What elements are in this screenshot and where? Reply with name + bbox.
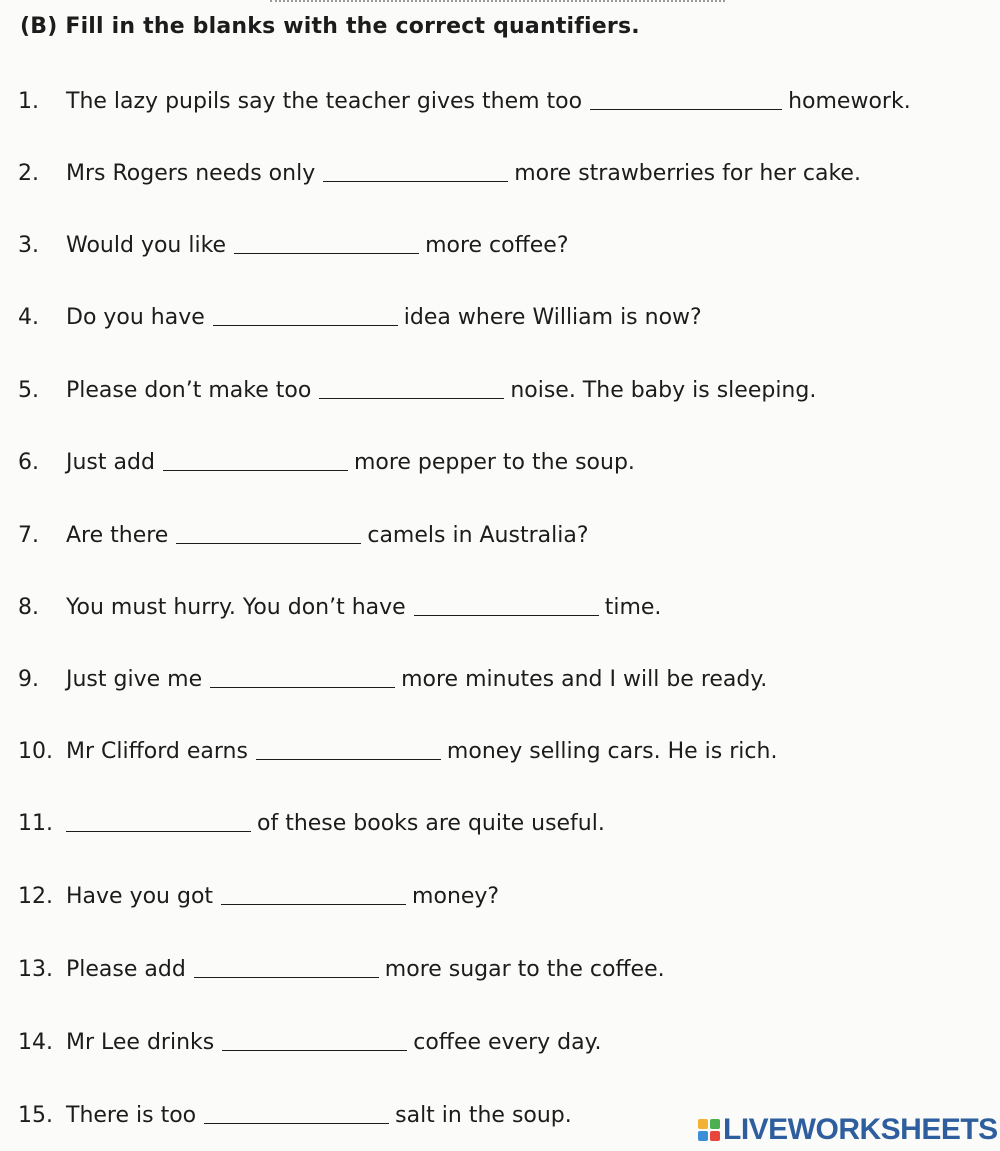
question-text-after: time. (604, 595, 662, 620)
question-text-after: more strawberries for her cake. (514, 161, 861, 186)
question-text-before: Are there (66, 523, 169, 548)
question-number: 7. (18, 523, 39, 548)
question-text-after: more coffee? (425, 233, 569, 258)
question-10 (18, 732, 777, 772)
mark-square-2 (710, 1119, 720, 1129)
question-text-after: salt in the soup. (395, 1103, 572, 1128)
question-text-after: more pepper to the soup. (353, 450, 635, 475)
answer-blank-13[interactable] (194, 955, 379, 978)
mark-square-1 (698, 1119, 708, 1129)
liveworksheets-mark-icon (698, 1119, 720, 1141)
question-number: 14. (18, 1030, 53, 1055)
question-number: 15. (18, 1103, 53, 1128)
question-text-before: Do you have (66, 305, 205, 330)
question-text-after: camels in Australia? (367, 523, 589, 548)
question-text-after: money selling cars. He is rich. (446, 739, 778, 764)
question-text-before: Just give me (66, 667, 203, 692)
question-text-before: Please add (66, 957, 186, 982)
question-text-after: more minutes and I will be ready. (401, 667, 768, 692)
answer-blank-1[interactable] (590, 87, 782, 110)
question-7 (18, 516, 589, 556)
question-2 (18, 154, 861, 194)
answer-blank-2[interactable] (323, 159, 508, 182)
question-number: 11. (18, 811, 53, 836)
question-4 (18, 298, 702, 338)
answer-blank-3[interactable] (234, 231, 419, 254)
question-3 (18, 226, 569, 266)
question-8 (18, 588, 661, 628)
question-text-before: The lazy pupils say the teacher gives them too (66, 89, 583, 114)
mark-square-4 (710, 1131, 720, 1141)
liveworksheets-logo[interactable] (698, 1112, 998, 1148)
question-text-before: Mrs Rogers needs only (66, 161, 316, 186)
question-number: 9. (18, 667, 39, 692)
question-text-before: Just add (66, 450, 155, 475)
question-text-after: money? (412, 884, 500, 909)
answer-blank-5[interactable] (319, 376, 504, 399)
question-number: 5. (18, 378, 39, 403)
question-number: 13. (18, 957, 53, 982)
question-text-after: homework. (788, 89, 911, 114)
logo-text: LIVEWORKSHEETS (723, 1113, 998, 1146)
question-1 (18, 82, 911, 122)
top-dotted-rule (270, 0, 725, 4)
question-text-after: of these books are quite useful. (257, 811, 605, 836)
answer-blank-8[interactable] (414, 593, 599, 616)
question-number: 3. (18, 233, 39, 258)
question-text-before: Please don’t make too (66, 378, 312, 403)
question-5 (18, 371, 816, 411)
answer-blank-6[interactable] (163, 448, 348, 471)
answer-blank-12[interactable] (221, 882, 406, 905)
question-number: 2. (18, 161, 39, 186)
question-13 (18, 950, 665, 990)
answer-blank-9[interactable] (210, 665, 395, 688)
question-text-after: noise. The baby is sleeping. (510, 378, 817, 403)
answer-blank-7[interactable] (176, 521, 361, 544)
question-text-before: Have you got (66, 884, 214, 909)
question-number: 6. (18, 450, 39, 475)
question-number: 4. (18, 305, 39, 330)
question-number: 8. (18, 595, 39, 620)
question-text-before: There is too (66, 1103, 197, 1128)
question-12 (18, 877, 499, 917)
question-text-after: more sugar to the coffee. (384, 957, 665, 982)
question-text-after: coffee every day. (413, 1030, 602, 1055)
answer-blank-15[interactable] (204, 1101, 389, 1124)
section-heading: (B) Fill in the blanks with the correct quantifiers. (20, 14, 640, 39)
mark-square-3 (698, 1131, 708, 1141)
question-text-before: You must hurry. You don’t have (66, 595, 406, 620)
question-9 (18, 660, 767, 700)
question-text-before: Mr Clifford earns (66, 739, 248, 764)
answer-blank-10[interactable] (256, 737, 441, 760)
question-text-after: idea where William is now? (403, 305, 702, 330)
answer-blank-4[interactable] (213, 303, 398, 326)
question-text-before: Mr Lee drinks (66, 1030, 215, 1055)
question-6 (18, 443, 635, 483)
question-15 (18, 1096, 572, 1136)
question-text-before: Would you like (66, 233, 227, 258)
answer-blank-11[interactable] (66, 809, 251, 832)
question-number: 12. (18, 884, 53, 909)
question-11 (18, 804, 605, 844)
question-14 (18, 1023, 601, 1063)
answer-blank-14[interactable] (222, 1028, 407, 1051)
question-number: 1. (18, 89, 39, 114)
question-number: 10. (18, 739, 53, 764)
